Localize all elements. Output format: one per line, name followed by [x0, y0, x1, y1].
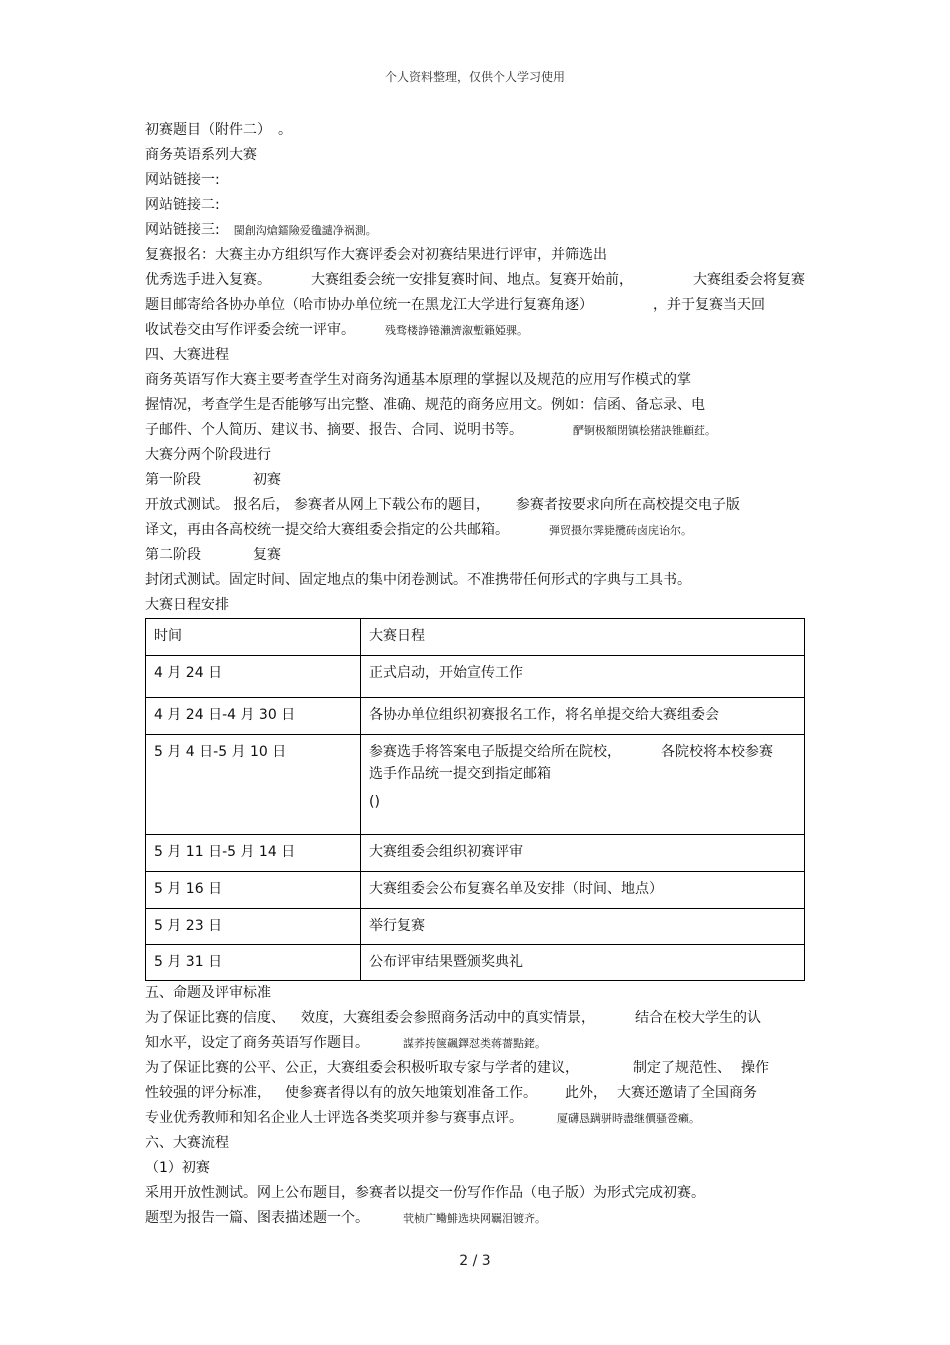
website-link-2: 网站链接二: [145, 197, 220, 213]
section-4-para-1: 商务英语写作大赛主要考查学生对商务沟通基本原理的掌握以及规范的应用写作模式的掌 [145, 372, 691, 388]
schedule-title: 大赛日程安排 [145, 597, 229, 613]
semifinal-registration-line-2 [145, 268, 805, 293]
table-cell: 4 月 24 日-4 月 30 日 [146, 698, 361, 735]
stage-1-heading [145, 468, 805, 493]
text-span: 题型为报告一篇、图表描述题一个。 [145, 1210, 369, 1226]
text-span: 译文，再由各高校统一提交给大赛组委会指定的公共邮箱。 [145, 522, 509, 538]
table-row [146, 909, 805, 945]
table-cell: 4 月 24 日 [146, 656, 361, 698]
table-cell: 公布评审结果暨颁奖典礼 [361, 945, 805, 981]
noise-text: 酽锕极額閉镇桧猪訣锥顧荭。 [573, 424, 716, 437]
table-row [146, 835, 805, 872]
section-6-para-1: 采用开放性测试。网上公布题目，参赛者以提交一份写作作品（电子版）为形式完成初赛。 [145, 1185, 705, 1201]
cell-line: 选手作品统一提交到指定邮箱 [369, 766, 551, 782]
text-span: 操作 [741, 1060, 769, 1076]
section-4-para-4: 大赛分两个阶段进行 [145, 447, 271, 463]
text-span: 开放式测试。 报名后， 参赛者从网上下载公布的题目， [145, 497, 490, 513]
table-cell: 大赛组委会公布复赛名单及安排（时间、地点） [361, 872, 805, 909]
intro-line-1: 初赛题目（附件二） 。 [145, 122, 292, 138]
page-header: 个人资料整理，仅供个人学习使用 [384, 70, 565, 84]
text-span: 参赛选手将答案电子版提交给所在院校， [369, 744, 621, 760]
table-cell: 5 月 4 日-5 月 10 日 [146, 735, 361, 835]
table-cell: 大赛组委会组织初赛评审 [361, 835, 805, 872]
section-4-para-2: 握情况，考查学生是否能够写出完整、准确、规范的商务应用文。例如：信函、备忘录、电 [145, 397, 705, 413]
table-cell: 5 月 31 日 [146, 945, 361, 981]
semifinal-registration-line-3 [145, 293, 805, 318]
table-row [146, 698, 805, 735]
table-cell: 举行复赛 [361, 909, 805, 945]
website-link-3-label: 网站链接三: [145, 222, 220, 238]
table-row [146, 656, 805, 698]
table-cell: 5 月 16 日 [146, 872, 361, 909]
noise-text: 茕桢广鳓鯡选块网羈泪镀齐。 [403, 1212, 546, 1225]
text-span: 第二阶段 [145, 547, 201, 563]
text-span: 为了保证比赛的公平、公正，大赛组委会积极听取专家与学者的建议， [145, 1060, 579, 1076]
text-span: 子邮件、个人简历、建议书、摘要、报告、合同、说明书等。 [145, 422, 523, 438]
section-5-para-4 [145, 1081, 805, 1106]
noise-text: 厦礴恳蹒骈時盡继價骚卺癩。 [557, 1112, 700, 1125]
section-6-subtitle: （1）初赛 [145, 1160, 210, 1176]
text-span: 制定了规范性、 [633, 1060, 731, 1076]
table-row [146, 945, 805, 981]
table-row [146, 872, 805, 909]
section-5-para-3 [145, 1056, 805, 1081]
text-span: 大赛还邀请了全国商务 [617, 1085, 757, 1101]
table-header-cell: 时间 [146, 619, 361, 656]
text-span: 为了保证比赛的信度、 [145, 1010, 285, 1026]
section-4-para-3 [145, 418, 805, 443]
section-6-title: 六、大赛流程 [145, 1135, 229, 1151]
text-span: 题目邮寄给各协办单位（哈市协办单位统一在黑龙江大学进行复赛角逐） [145, 297, 593, 313]
website-link-1: 网站链接一: [145, 172, 220, 188]
table-row [146, 619, 805, 656]
website-link-3 [145, 218, 805, 243]
text-span: 参赛者按要求向所在高校提交电子版 [515, 497, 740, 513]
text-span: 效度，大赛组委会参照商务活动中的真实情景， [301, 1010, 595, 1026]
stage-2-heading [145, 543, 805, 568]
table-header-cell: 大赛日程 [361, 619, 805, 656]
cell-line: () [369, 794, 380, 810]
table-row [146, 735, 805, 835]
text-span: 性较强的评分标准， [145, 1085, 271, 1101]
section-4-title: 四、大赛进程 [145, 347, 229, 363]
section-5-title: 五、命题及评审标准 [145, 985, 271, 1001]
text-span: 收试卷交由写作评委会统一评审。 [145, 322, 355, 338]
section-5-para-5 [145, 1106, 805, 1131]
stage-1-para-1 [145, 493, 805, 518]
intro-line-2: 商务英语系列大赛 [145, 147, 257, 163]
section-5-para-2 [145, 1031, 805, 1056]
text-span: 优秀选手进入复赛。 [145, 272, 271, 288]
text-span: 初赛 [253, 472, 281, 488]
text-span: 此外， [565, 1085, 607, 1101]
stage-1-para-2 [145, 518, 805, 543]
schedule-table [145, 618, 805, 981]
noise-text: 残骛楼諍锩瀨濟溆塹籟婭骒。 [385, 324, 528, 337]
text-span: ，并于复赛当天回 [653, 297, 765, 313]
text-span: 复赛 [253, 547, 281, 563]
stage-2-para-1: 封闭式测试。固定时间、固定地点的集中闭卷测试。不准携带任何形式的字典与工具书。 [145, 572, 691, 588]
text-span: 各院校将本校参赛 [661, 744, 773, 760]
text-span: 大赛组委会统一安排复赛时间、地点。复赛开始前， [311, 272, 633, 288]
document-body [145, 118, 805, 1231]
text-span: 使参赛者得以有的放矢地策划准备工作。 [285, 1085, 537, 1101]
cell-line [369, 741, 796, 763]
table-cell: 5 月 23 日 [146, 909, 361, 945]
noise-text: 謀荞抟箧飆鐸怼类蒋薔點銠。 [403, 1037, 546, 1050]
noise-text: 弾贸摄尔霁毙攬砖卤庑诒尔。 [549, 524, 692, 537]
section-5-para-1 [145, 1006, 805, 1031]
table-cell [361, 735, 805, 835]
semifinal-registration-line-1: 复赛报名：大赛主办方组织写作大赛评委会对初赛结果进行评审，并筛选出 [145, 247, 607, 263]
text-span: 结合在校大学生的认 [635, 1010, 761, 1026]
page-number: 2 / 3 [459, 1253, 491, 1269]
table-cell: 各协办单位组织初赛报名工作，将名单提交给大赛组委会 [361, 698, 805, 735]
semifinal-registration-line-4 [145, 318, 805, 343]
section-6-para-2 [145, 1206, 805, 1231]
text-span: 知水平，设定了商务英语写作题目。 [145, 1035, 369, 1051]
text-span: 第一阶段 [145, 472, 201, 488]
table-cell: 5 月 11 日-5 月 14 日 [146, 835, 361, 872]
noise-text: 閩創沟熗鐳險爱氇譴净祸測。 [233, 224, 377, 237]
text-span: 大赛组委会将复赛 [693, 272, 805, 288]
text-span: 专业优秀教师和知名企业人士评选各类奖项并参与赛事点评。 [145, 1110, 523, 1126]
table-cell: 正式启动，开始宣传工作 [361, 656, 805, 698]
